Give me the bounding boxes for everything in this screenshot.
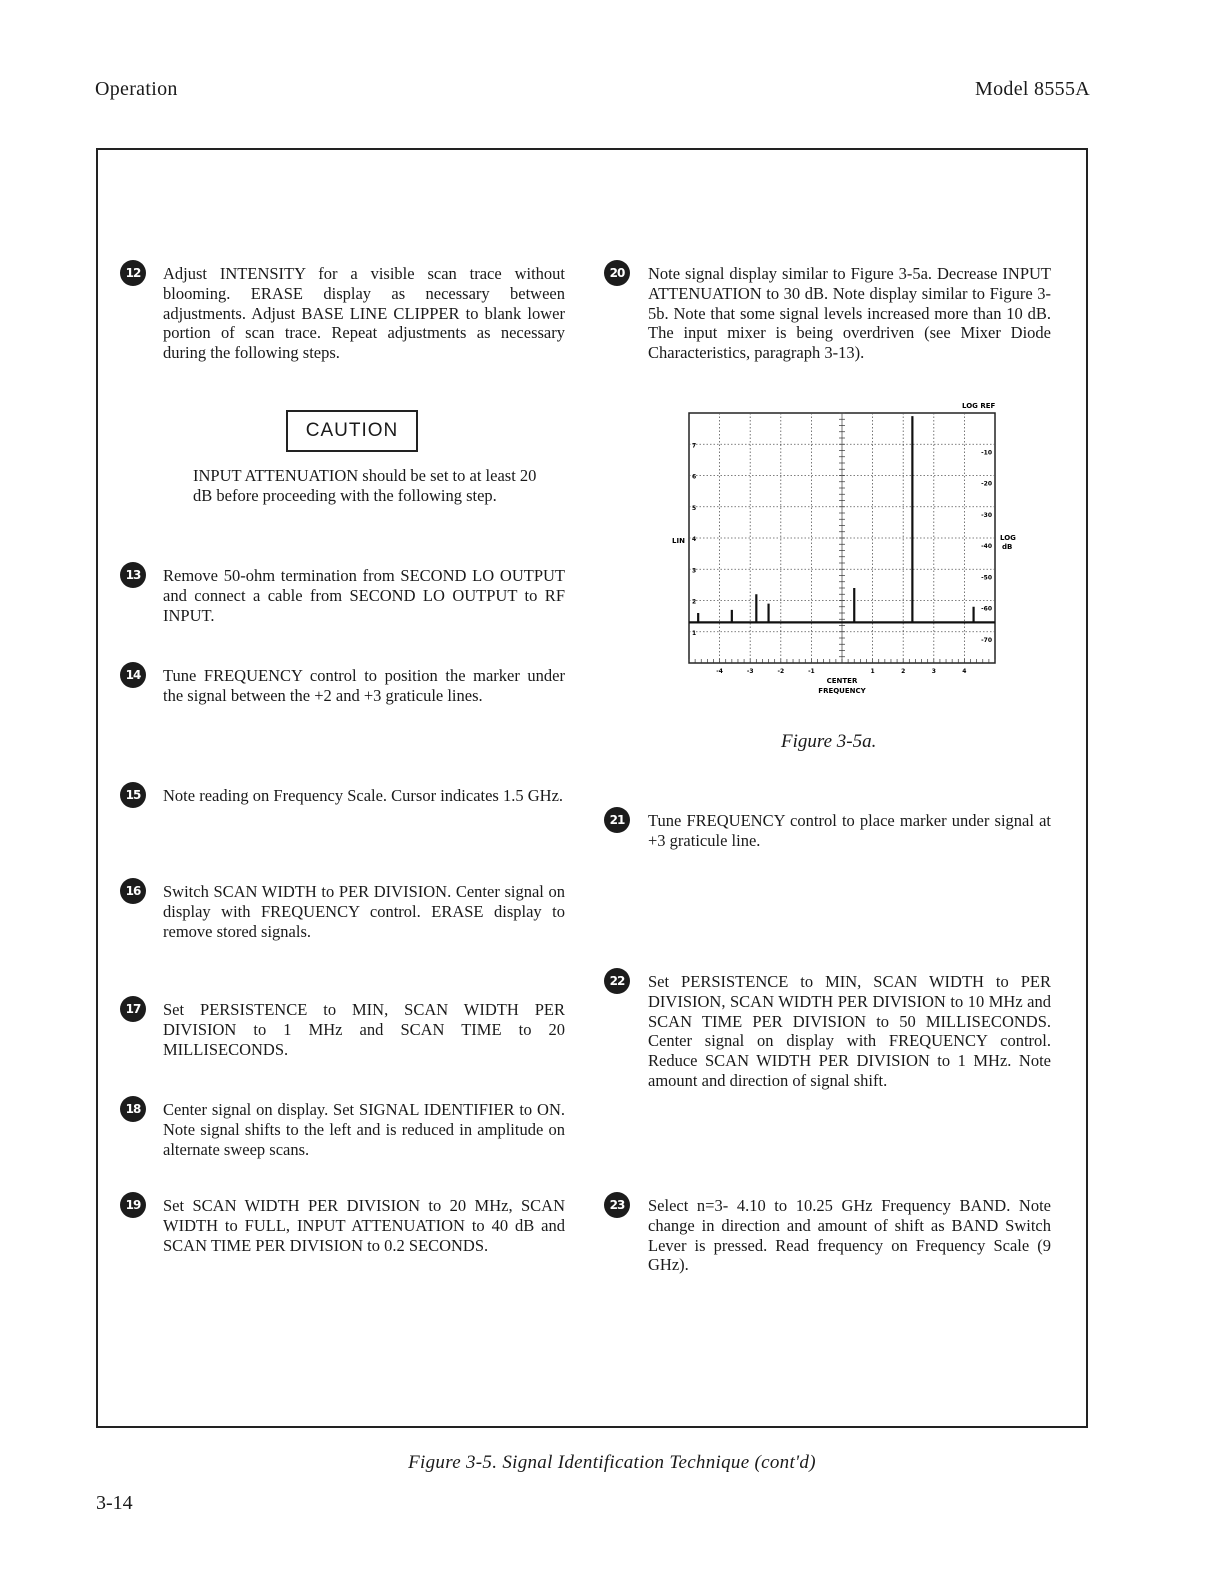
right-scale-label: -10 [981, 449, 992, 457]
step-23 [609, 1196, 1051, 1275]
right-scale [981, 449, 992, 644]
bottom-scale-label: 1 [870, 668, 875, 675]
step-14 [125, 666, 565, 706]
step-number-badge: 13 [120, 562, 146, 588]
lin-label: LIN [672, 537, 685, 545]
log-ref-label: LOG REF [962, 402, 996, 410]
right-scale-label: -70 [981, 636, 992, 644]
step-19 [125, 1196, 565, 1255]
page-number: 3-14 [96, 1492, 133, 1514]
step-number-badge: 16 [120, 878, 146, 904]
bottom-scale-label: -2 [777, 668, 785, 675]
left-scale-label: 4 [692, 536, 697, 543]
left-scale-label: 6 [692, 473, 697, 481]
step-text: Tune FREQUENCY control to position the marker under the signal between the +2 and +3 graticule lines. [163, 666, 565, 705]
step-12 [125, 264, 565, 363]
bottom-scale-label: 2 [901, 668, 906, 675]
step-number-badge: 15 [120, 782, 146, 808]
step-text: Set PERSISTENCE to MIN, SCAN WIDTH PER DIVISION to 1 MHz and SCAN TIME to 20 MILLISECONDS. [163, 1000, 565, 1059]
scope-display-figure [660, 398, 1040, 703]
step-text: Set PERSISTENCE to MIN, SCAN WIDTH to PER DIVISION, SCAN WIDTH PER DIVISION to 10 MHz and SCAN TIME PER DIVISION to 50 MILLISECONDS. Center signal on display with FREQUENCY control. Reduce SCAN WIDTH PER DIVISION to 1 MHz. Note amount and direction of signal shift. [648, 972, 1051, 1090]
left-scale-label: 2 [692, 598, 697, 606]
right-scale-label: -50 [981, 574, 992, 582]
running-header-section: Operation [95, 78, 178, 100]
frequency-label: FREQUENCY [818, 687, 866, 695]
step-15 [125, 786, 565, 806]
bottom-scale-label: -3 [746, 668, 754, 675]
left-scale-label: 7 [692, 442, 697, 450]
step-number-badge: 12 [120, 260, 146, 286]
bottom-scale-label: -1 [808, 668, 815, 675]
caution-text: INPUT ATTENUATION should be set to at least 20 dB before proceeding with the following step. [193, 466, 537, 505]
step-text: Switch SCAN WIDTH to PER DIVISION. Center signal on display with FREQUENCY control. ERASE display to remove stored signals. [163, 882, 565, 941]
figure-3-5a-caption: Figure 3-5a. [781, 731, 877, 752]
step-number-badge: 17 [120, 996, 146, 1022]
step-number-badge: 21 [604, 807, 630, 833]
step-text: Select n=3- 4.10 to 10.25 GHz Frequency BAND. Note change in direction and amount of shift as BAND Switch Lever is pressed. Read frequency on Frequency Scale (9 GHz). [648, 1196, 1051, 1275]
running-header-model: Model 8555A [975, 78, 1090, 100]
step-text: Remove 50-ohm termination from SECOND LO OUTPUT and connect a cable from SECOND LO OUTPUT to RF INPUT. [163, 566, 565, 625]
right-scale-label: -30 [981, 511, 992, 519]
figure-caption: Figure 3-5. Signal Identification Technique (cont'd) [408, 1452, 816, 1473]
right-scale-label: -60 [981, 605, 992, 613]
bottom-scale [716, 668, 966, 675]
log-label: LOG [1000, 534, 1016, 542]
step-number-badge: 18 [120, 1096, 146, 1122]
step-text: Center signal on display. Set SIGNAL IDENTIFIER to ON. Note signal shifts to the left and is reduced in amplitude on alternate sweep scans. [163, 1100, 565, 1159]
left-scale [692, 442, 696, 637]
step-number-badge: 20 [604, 260, 630, 286]
bottom-scale-label: 4 [962, 668, 967, 675]
db-label: dB [1002, 543, 1013, 551]
step-20 [609, 264, 1051, 363]
step-22 [609, 972, 1051, 1091]
right-scale-label: -20 [981, 480, 992, 488]
step-number-badge: 19 [120, 1192, 146, 1218]
right-scale-label: -40 [981, 543, 992, 550]
step-text: Set SCAN WIDTH PER DIVISION to 20 MHz, SCAN WIDTH to FULL, INPUT ATTENUATION to 40 dB and SCAN TIME PER DIVISION to 0.2 SECONDS. [163, 1196, 565, 1255]
step-13 [125, 566, 565, 625]
bottom-scale-label: 3 [931, 668, 936, 675]
step-number-badge: 14 [120, 662, 146, 688]
step-text: Adjust INTENSITY for a visible scan trace without blooming. ERASE display as necessary between adjustments. Adjust BASE LINE CLIPPER to blank lower portion of scan trace. Repeat adjustments as necessary during the following steps. [163, 264, 565, 363]
step-text: Note signal display similar to Figure 3-5a. Decrease INPUT ATTENUATION to 30 dB. Note display similar to Figure 3-5b. Note that some signal levels increased more than 10 dB. The input mixer is being overdriven (see Mixer Diode Characteristics, paragraph 3-13). [648, 264, 1051, 363]
bottom-scale-label: -4 [716, 668, 723, 675]
left-scale-label: 5 [692, 504, 697, 512]
left-scale-label: 3 [692, 567, 697, 575]
step-18 [125, 1100, 565, 1159]
caution-label: CAUTION [286, 410, 418, 452]
step-number-badge: 23 [604, 1192, 630, 1218]
step-17 [125, 1000, 565, 1059]
step-16 [125, 882, 565, 941]
center-label: CENTER [826, 677, 858, 685]
step-number-badge: 22 [604, 968, 630, 994]
scope-grid-lines [689, 413, 995, 663]
step-text: Tune FREQUENCY control to place marker under signal at +3 graticule line. [648, 811, 1051, 850]
step-21 [609, 811, 1051, 851]
left-scale-label: 1 [692, 629, 697, 637]
step-text: Note reading on Frequency Scale. Cursor indicates 1.5 GHz. [163, 786, 564, 805]
